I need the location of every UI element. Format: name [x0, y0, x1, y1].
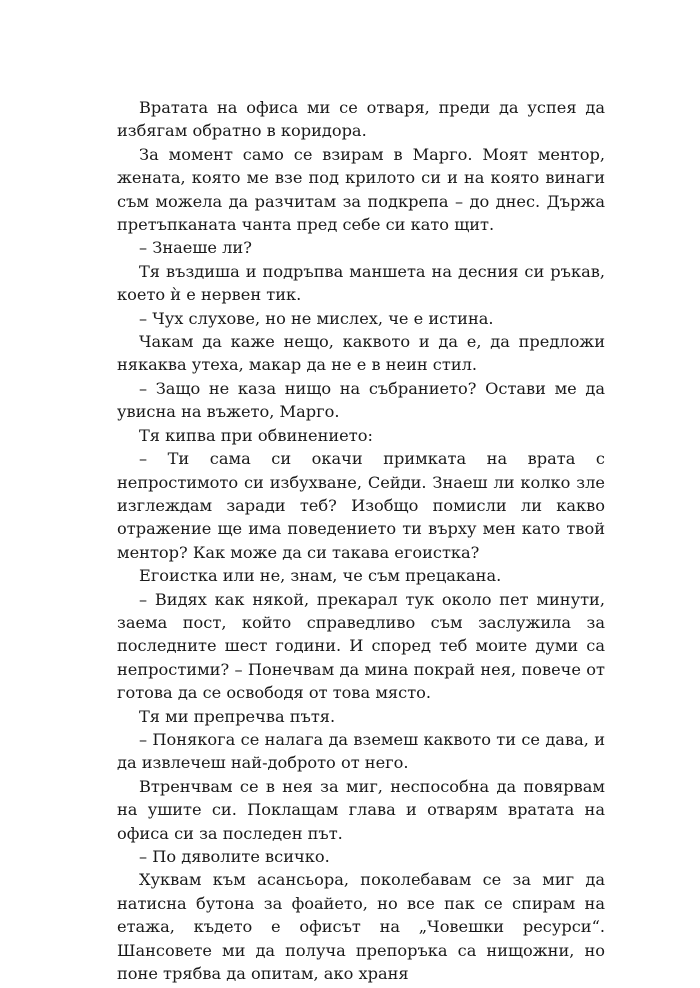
paragraph: Втренчвам се в нея за миг, неспособна да повярвам на ушите си. Поклащам глава и отварям вратата на офиса си за последен път. — [117, 776, 605, 843]
paragraph: – Ти сама си окачи примката на врата с непростимото си избухване, Сейди. Знаеш ли колко зле изглеждам заради теб? Изобщо помисли ли какво отражение ще има поведението ти върху мен като твой ментор? Как може да си такава егоистка? — [117, 449, 605, 562]
paragraph: Хуквам към асансьора, поколебавам се за миг да натисна бутона за фоайето, но все пак се спирам на етажа, където е офисът на „Човешки ресурси“. Шансовете ми да получа препоръка са нищожни, но поне трябва да опитам, ако храня — [117, 870, 605, 984]
paragraph: Тя ми препречва пътя. — [139, 706, 336, 726]
paragraph: – Видях как някой, прекарал тук около пет минути, заема пост, който справедливо съм заслужила за последните шест години. И според теб моите думи са непростими? – Понечвам да мина покрай нея, повече от готова да се освободя от това място. — [117, 589, 605, 703]
paragraph: Тя въздиша и подръпва маншета на десния си ръкав, което ѝ е нервен тик. — [117, 261, 605, 305]
paragraph: Тя кипва при обвинението: — [139, 425, 373, 445]
paragraph: – Чух слухове, но не мислех, че е истина. — [139, 308, 494, 328]
paragraph: – Защо не каза нищо на събранието? Остави ме да увисна на въжето, Марго. — [117, 378, 605, 422]
paragraph: Егоистка или не, знам, че съм прецакана. — [139, 566, 502, 586]
paragraph: Вратата на офиса ми се отваря, преди да успея да избягам обратно в коридора. — [117, 98, 605, 141]
paragraph: Чакам да каже нещо, каквото и да е, да предложи някаква утеха, макар да не е в неин стил. — [117, 332, 605, 375]
body-text — [117, 96, 605, 985]
paragraph: – Знаеше ли? — [139, 238, 252, 258]
paragraph: За момент само се взирам в Марго. Моят ментор, жената, която ме взе под крилото си и на която винаги съм можела да разчитам за подкрепа – до днес. Държа претъпканата чанта пред себе си като щит. — [117, 144, 605, 235]
paragraph: – Понякога се налага да вземеш каквото ти се дава, и да извлечеш най-доброто от него. — [117, 729, 605, 773]
paragraph: – По дяволите всичко. — [139, 847, 330, 866]
